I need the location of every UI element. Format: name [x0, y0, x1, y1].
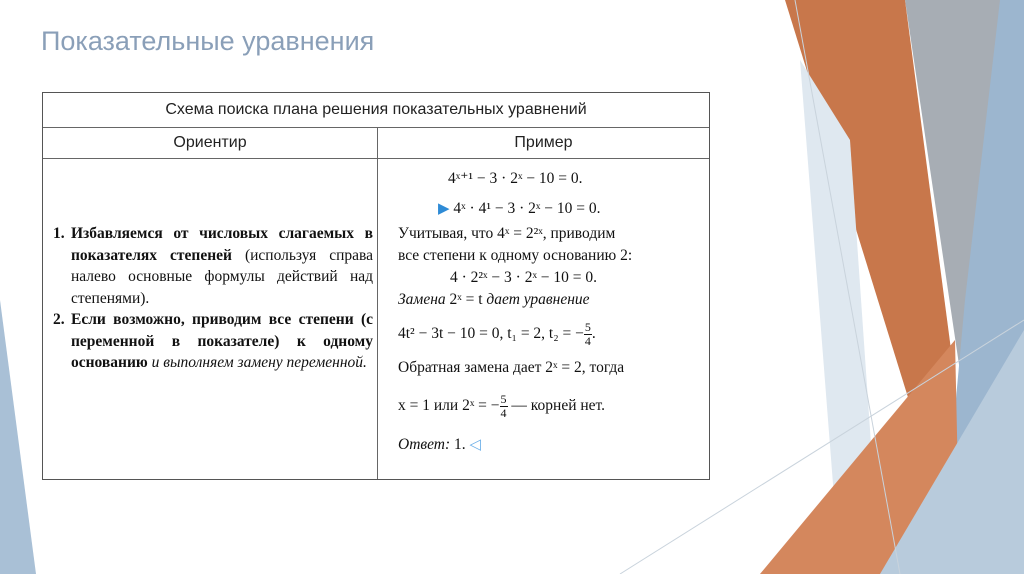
roots-line	[398, 393, 605, 420]
explanation-line-2: все степени к одному основанию 2:	[398, 247, 633, 264]
orientir-item-2	[53, 309, 373, 374]
item-number: 1.	[53, 225, 65, 242]
fraction-five-fourths	[500, 393, 508, 420]
roots-conclusion: — корней нет.	[507, 397, 606, 415]
fraction-numerator: 5	[500, 392, 507, 406]
column-divider	[377, 158, 378, 479]
orientir-item-1	[53, 223, 373, 309]
play-triangle-icon: ▶	[438, 201, 450, 217]
item-text	[71, 309, 373, 374]
quadratic-solution-line: 4t² − 3t − 10 = 0, t₁ = 2, t₂ = − $\frac{5}{4}$ .	[398, 320, 596, 348]
left-blue-shape	[0, 300, 36, 574]
equation-2: 4ˣ · 4¹ − 3 · 2ˣ − 10 = 0.	[453, 200, 601, 217]
substitution-expression: 2ˣ = t	[445, 291, 487, 308]
fraction-five-fourths	[584, 321, 592, 348]
roots-text: x = 1 или 2ˣ = −	[398, 397, 500, 415]
end-triangle-icon: ◁	[469, 437, 482, 453]
substitution-rest: дает уравнение	[486, 291, 590, 308]
equation-1: 4ˣ⁺¹ − 3 · 2ˣ − 10 = 0.	[448, 170, 583, 187]
fraction-denominator: 4	[584, 334, 591, 348]
equation-2-row	[438, 199, 600, 218]
item-italic-text: выполняем замену переменной.	[163, 354, 367, 371]
equation-3: 4 · 2²ˣ − 3 · 2ˣ − 10 = 0.	[450, 269, 598, 286]
item-bold-text: Если возможно, приводим все степени (с переменной в показателе) к одному основанию	[71, 311, 373, 371]
item-normal-text: (используя справа налево основные формулы действий над степенями).	[71, 246, 373, 307]
table-caption: Схема поиска плана решения показательных уравнений	[43, 93, 709, 128]
column-header-orientir: Ориентир	[43, 127, 378, 159]
reverse-substitution-line: Обратная замена дает 2ˣ = 2, тогда	[398, 359, 625, 376]
substitution-word: Замена	[398, 291, 446, 308]
item-number: 2.	[53, 311, 65, 328]
orientir-list	[53, 223, 373, 374]
answer-value: 1.	[450, 436, 466, 453]
fraction-numerator: 5	[584, 320, 591, 334]
quadratic-equation: 4t² − 3t − 10 = 0, t₁ = 2, t₂ = −	[398, 325, 584, 343]
item-bold-text: Избавляемся от числовых слагаемых в показателях степеней	[71, 225, 373, 264]
explanation-line-1: Учитывая, что 4ˣ = 2²ˣ, приводим	[398, 225, 616, 242]
item-text	[71, 223, 373, 309]
item-normal-text: и	[147, 354, 164, 371]
answer-line	[398, 435, 481, 454]
slide-title: Показательные уравнения	[41, 26, 375, 56]
method-table	[42, 92, 710, 480]
substitution-line	[398, 291, 590, 309]
fraction-denominator: 4	[500, 406, 507, 420]
column-header-example: Пример	[378, 127, 709, 159]
answer-label: Ответ:	[398, 436, 451, 453]
